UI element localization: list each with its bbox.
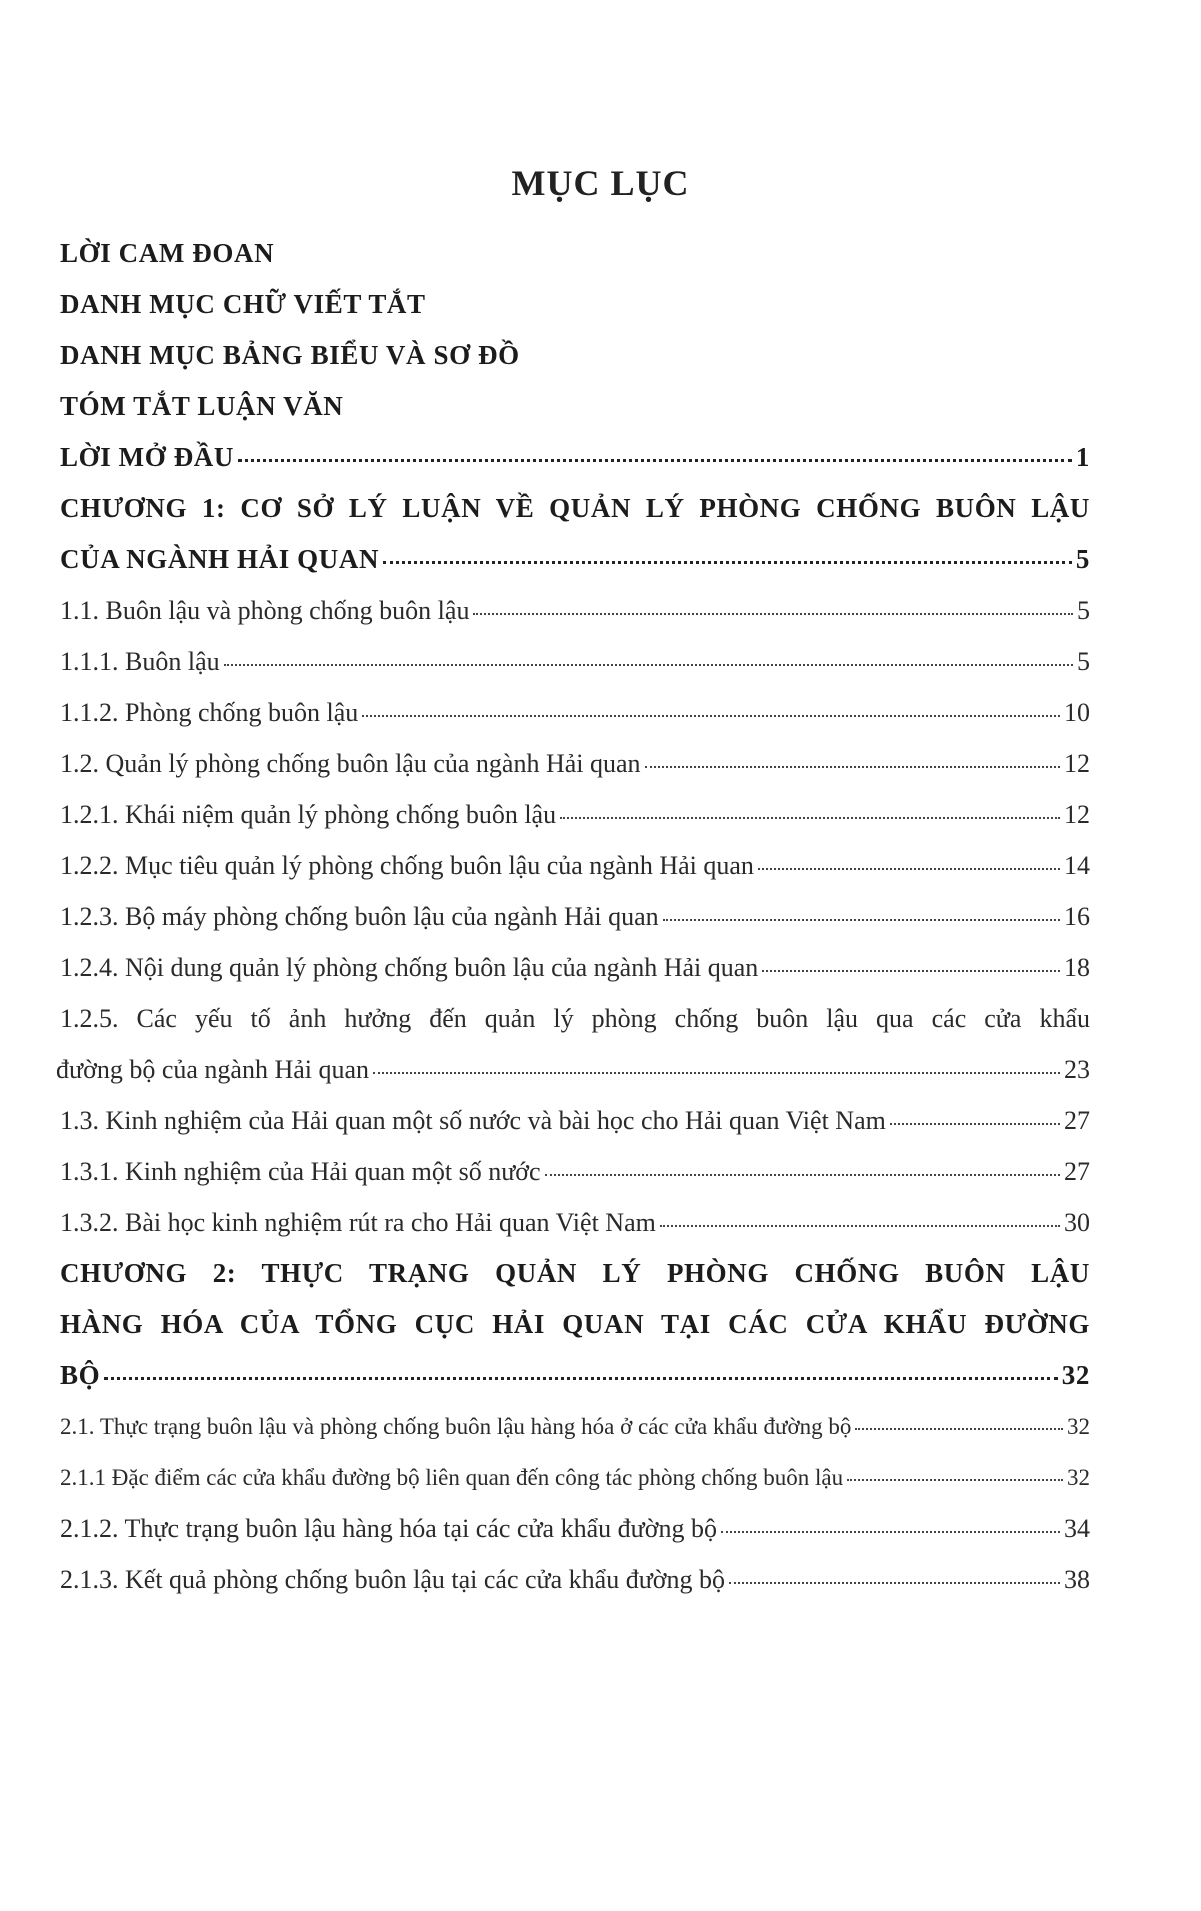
toc-entry	[60, 228, 1090, 279]
toc-entry	[60, 993, 1090, 1044]
toc-entry-text: 1.3. Kinh nghiệm của Hải quan một số nước và bài học cho Hải quan Việt Nam	[60, 1106, 886, 1135]
toc-page-number: 18	[1064, 953, 1090, 982]
dot-leader	[729, 1582, 1060, 1584]
toc-entry	[60, 891, 1090, 942]
toc-entry	[60, 534, 1090, 585]
toc-entry	[60, 381, 1090, 432]
toc-page-number: 32	[1061, 1360, 1090, 1390]
toc-entry-text: đường bộ của ngành Hải quan	[56, 1055, 370, 1084]
toc-page-number: 30	[1064, 1208, 1090, 1237]
toc-entry-text: DANH MỤC BẢNG BIỂU VÀ SƠ ĐỒ	[60, 340, 520, 370]
toc-entry-text: 1.2.1. Khái niệm quản lý phòng chống buôn lậu	[60, 800, 557, 829]
toc-entry	[60, 585, 1090, 636]
toc-entry	[56, 1044, 1090, 1095]
toc-entry-text: BỘ	[60, 1360, 101, 1390]
toc-entry	[60, 738, 1090, 789]
toc-chapter-heading	[60, 1248, 1090, 1299]
toc-entry-text: DANH MỤC CHỮ VIẾT TẮT	[60, 289, 426, 319]
toc-entry	[60, 789, 1090, 840]
toc-entry	[60, 636, 1090, 687]
dot-leader	[847, 1479, 1063, 1481]
table-of-contents	[56, 228, 1090, 1605]
toc-entry-text: 2.1.2. Thực trạng buôn lậu hàng hóa tại các cửa khẩu đường bộ	[60, 1514, 717, 1543]
toc-entry	[60, 1503, 1090, 1554]
toc-entry-text: 1.2.3. Bộ máy phòng chống buôn lậu của ngành Hải quan	[60, 902, 659, 931]
dot-leader	[383, 561, 1072, 564]
dot-leader	[473, 613, 1073, 615]
toc-entry-text: 1.2. Quản lý phòng chống buôn lậu của ngành Hải quan	[60, 749, 641, 778]
toc-entry-text: LỜI CAM ĐOAN	[60, 238, 275, 268]
toc-page-number: 27	[1064, 1157, 1090, 1186]
toc-entry-text: 1.1.2. Phòng chống buôn lậu	[60, 698, 359, 727]
toc-page-number: 38	[1064, 1565, 1090, 1594]
toc-entry-text: LỜI MỞ ĐẦU	[60, 442, 234, 472]
toc-entry	[60, 1146, 1090, 1197]
toc-entry	[60, 840, 1090, 891]
dot-leader	[362, 715, 1060, 717]
dot-leader	[560, 817, 1060, 819]
dot-leader	[373, 1072, 1060, 1074]
page-title: MỤC LỤC	[511, 163, 690, 203]
toc-entry-text: 2.1.3. Kết quả phòng chống buôn lậu tại các cửa khẩu đường bộ	[60, 1565, 726, 1594]
toc-entry	[60, 942, 1090, 993]
toc-entry-text: CHƯƠNG 1: CƠ SỞ LÝ LUẬN VỀ QUẢN LÝ PHÒNG CHỐNG BUÔN LẬU	[60, 493, 1090, 523]
toc-page-number: 5	[1077, 647, 1090, 676]
dot-leader	[660, 1225, 1060, 1227]
dot-leader	[238, 459, 1072, 462]
dot-leader	[224, 664, 1073, 666]
toc-chapter-heading	[60, 1299, 1090, 1350]
toc-page-number: 32	[1067, 1414, 1090, 1439]
toc-page-number: 32	[1067, 1465, 1090, 1490]
toc-entry	[60, 687, 1090, 738]
toc-page-number: 34	[1064, 1514, 1090, 1543]
toc-page-number: 5	[1077, 596, 1090, 625]
toc-entry	[60, 1452, 1090, 1503]
dot-leader	[545, 1174, 1060, 1176]
dot-leader	[855, 1428, 1063, 1430]
toc-page-number: 23	[1064, 1055, 1090, 1084]
dot-leader	[645, 766, 1060, 768]
toc-entry	[60, 1350, 1090, 1401]
dot-leader	[890, 1123, 1060, 1125]
toc-entry-text: TÓM TẮT LUẬN VĂN	[60, 391, 344, 421]
toc-page-number: 12	[1064, 800, 1090, 829]
toc-page-number: 10	[1064, 698, 1090, 727]
toc-entry-text: CHƯƠNG 2: THỰC TRẠNG QUẢN LÝ PHÒNG CHỐNG BUÔN LẬU	[60, 1258, 1090, 1288]
toc-page-number: 14	[1064, 851, 1090, 880]
toc-entry	[60, 1095, 1090, 1146]
toc-page-number: 16	[1064, 902, 1090, 931]
toc-entry-text: CỦA NGÀNH HẢI QUAN	[60, 544, 380, 574]
dot-leader	[758, 868, 1060, 870]
toc-entry-text: 1.2.2. Mục tiêu quản lý phòng chống buôn lậu của ngành Hải quan	[60, 851, 754, 880]
dot-leader	[663, 919, 1060, 921]
toc-entry-text: 1.1.1. Buôn lậu	[60, 647, 220, 676]
toc-entry-text: 1.2.5. Các yếu tố ảnh hưởng đến quản lý phòng chống buôn lậu qua các cửa khẩu	[60, 1004, 1090, 1033]
dot-leader	[762, 970, 1060, 972]
toc-entry-text: HÀNG HÓA CỦA TỔNG CỤC HẢI QUAN TẠI CÁC CỬA KHẨU ĐƯỜNG	[60, 1309, 1090, 1339]
toc-page-number: 1	[1075, 442, 1090, 472]
toc-entry-text: 1.3.1. Kinh nghiệm của Hải quan một số nước	[60, 1157, 541, 1186]
toc-entry	[60, 432, 1090, 483]
toc-entry-text: 2.1. Thực trạng buôn lậu và phòng chống buôn lậu hàng hóa ở các cửa khẩu đường bộ	[60, 1414, 852, 1439]
toc-entry-text: 1.2.4. Nội dung quản lý phòng chống buôn lậu của ngành Hải quan	[60, 953, 759, 982]
toc-page-number: 27	[1064, 1106, 1090, 1135]
toc-page-number: 5	[1075, 544, 1090, 574]
dot-leader	[721, 1531, 1060, 1533]
toc-entry-text: 1.3.2. Bài học kinh nghiệm rút ra cho Hải quan Việt Nam	[60, 1208, 656, 1237]
toc-entry-text: 1.1. Buôn lậu và phòng chống buôn lậu	[60, 596, 470, 625]
toc-entry	[60, 279, 1090, 330]
dot-leader	[104, 1377, 1058, 1380]
toc-page-number: 12	[1064, 749, 1090, 778]
toc-entry	[60, 1197, 1090, 1248]
toc-entry-text: 2.1.1 Đặc điểm các cửa khẩu đường bộ liên quan đến công tác phòng chống buôn lậu	[60, 1465, 844, 1490]
toc-entry	[60, 1401, 1090, 1452]
toc-entry	[60, 1554, 1090, 1605]
toc-entry	[60, 330, 1090, 381]
toc-chapter-heading	[60, 483, 1090, 534]
